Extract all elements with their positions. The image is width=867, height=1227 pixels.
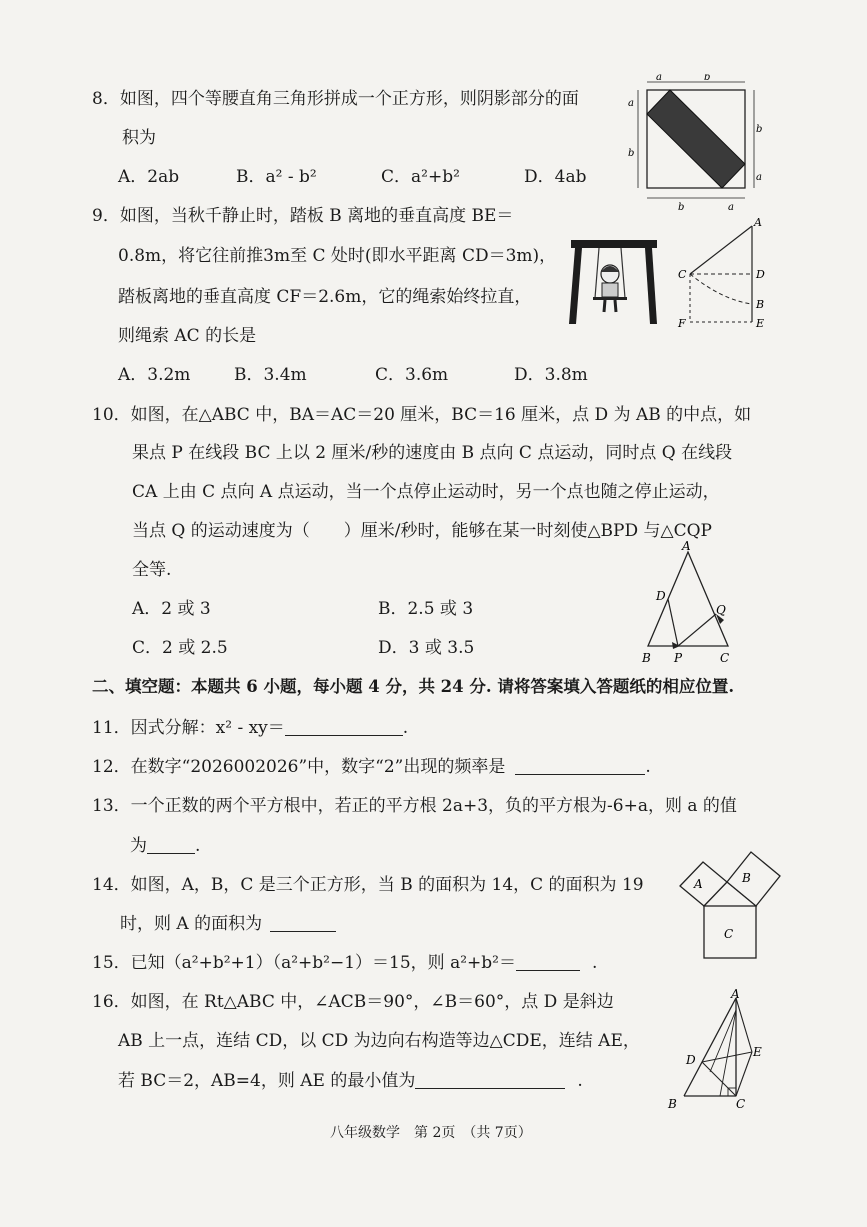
q13-line2: 为 bbox=[130, 836, 147, 856]
q8-line1: 8．如图，四个等腰直角三角形拼成一个正方形，则阴影部分的面 bbox=[92, 89, 579, 109]
q13-line2-wrap bbox=[130, 835, 200, 857]
q9-line1: 9．如图，当秋千静止时，踏板 B 离地的垂直高度 BE＝ bbox=[92, 206, 514, 226]
q10-line1: 10．如图，在△ABC 中，BA＝AC＝20 厘米，BC＝16 厘米，点 D 为 AB 的中点，如 bbox=[92, 405, 752, 425]
q16-line2: AB 上一点，连结 CD，以 CD 为边向右构造等边△CDE，连结 AE， bbox=[118, 1031, 640, 1051]
q8-fig-label-b-right: b bbox=[756, 124, 762, 135]
q9-line3: 踏板离地的垂直高度 CF＝2.6m，它的绳索始终拉直， bbox=[118, 287, 532, 307]
q10-line5: 全等. bbox=[132, 560, 172, 580]
q11-line bbox=[92, 717, 408, 739]
q16-fig-label-c: C bbox=[736, 1097, 746, 1111]
q16-fig-label-e: E bbox=[753, 1045, 762, 1059]
q9-option-c: C．3.6m bbox=[375, 365, 449, 385]
q8-figure bbox=[628, 74, 762, 214]
q16-fig-label-d: D bbox=[686, 1053, 696, 1067]
q15-answer-blank[interactable] bbox=[516, 952, 580, 971]
q9-fig-label-c: C bbox=[678, 268, 687, 281]
q16-line3-wrap bbox=[118, 1070, 583, 1092]
q14-squares-figure bbox=[674, 840, 788, 966]
q14-line2-wrap bbox=[120, 913, 336, 935]
q14-answer-blank[interactable] bbox=[270, 913, 336, 932]
q13-tail: . bbox=[195, 836, 201, 856]
q11-answer-blank[interactable] bbox=[285, 717, 403, 736]
q10-option-b: B．2.5 或 3 bbox=[378, 599, 474, 619]
q16-triangle-figure bbox=[660, 986, 770, 1114]
q13-line1: 13．一个正数的两个平方根中，若正的平方根 2a+3，负的平方根为-6+a，则 a 的值 bbox=[92, 796, 737, 816]
q9-fig-label-a: A bbox=[754, 216, 762, 229]
q9-fig-label-d: D bbox=[756, 268, 765, 281]
q8-fig-label-a-bottom: a bbox=[728, 202, 734, 213]
q16-tail: . bbox=[577, 1071, 583, 1091]
q15-tail: . bbox=[591, 953, 598, 973]
q16-answer-blank[interactable] bbox=[415, 1070, 565, 1089]
q9-geometry-figure bbox=[676, 214, 772, 332]
q11-tail: . bbox=[402, 718, 409, 738]
q12-answer-blank[interactable] bbox=[515, 756, 645, 775]
q9-option-b: B．3.4m bbox=[234, 365, 307, 385]
q8-option-a: A．2ab bbox=[118, 167, 180, 187]
q14-fig-label-c: C bbox=[724, 927, 734, 941]
q12-line bbox=[92, 756, 651, 778]
q14-line1: 14．如图，A，B，C 是三个正方形，当 B 的面积为 14，C 的面积为 19 bbox=[92, 875, 644, 895]
section2-heading: 二、填空题：本题共 6 小题，每小题 4 分，共 24 分. 请将答案填入答题纸的相应位置. bbox=[92, 677, 735, 696]
q10-fig-label-a: A bbox=[682, 539, 691, 553]
q11-text: 11．因式分解：x² - xy＝ bbox=[92, 718, 285, 738]
q16-fig-label-b: B bbox=[668, 1097, 677, 1111]
q8-line2: 积为 bbox=[122, 128, 156, 148]
q16-fig-label-a: A bbox=[731, 987, 740, 1001]
q9-option-d: D．3.8m bbox=[514, 365, 588, 385]
q10-triangle-figure bbox=[636, 538, 758, 668]
q8-fig-label-b-left: b bbox=[628, 148, 635, 159]
q9-line4: 则绳索 AC 的长是 bbox=[118, 326, 257, 346]
q12-text: 12．在数字“2026002026”中，数字“2”出现的频率是 bbox=[92, 757, 506, 777]
q14-fig-label-b: B bbox=[742, 871, 751, 885]
q8-option-c: C．a²+b² bbox=[381, 167, 460, 187]
q9-option-a: A．3.2m bbox=[118, 365, 191, 385]
q10-fig-label-c: C bbox=[720, 651, 730, 665]
q15-line bbox=[92, 952, 597, 974]
q10-fig-label-q: Q bbox=[716, 603, 726, 617]
q9-fig-label-e: E bbox=[756, 317, 765, 330]
q10-option-c: C．2 或 2.5 bbox=[132, 638, 228, 658]
q10-fig-label-b: B bbox=[642, 651, 651, 665]
q8-option-b: B．a² - b² bbox=[236, 167, 317, 187]
q15-text: 15．已知（a²+b²+1）（a²+b²−1）＝15，则 a²+b²＝ bbox=[92, 953, 516, 973]
q16-line3: 若 BC＝2，AB=4，则 AE 的最小值为 bbox=[118, 1071, 416, 1091]
q8-fig-label-a-right: a bbox=[756, 172, 762, 183]
q8-fig-label-b-bottom: b bbox=[678, 202, 685, 213]
q8-fig-label-b-top: b bbox=[704, 74, 711, 83]
q14-line2: 时，则 A 的面积为 bbox=[120, 914, 263, 934]
q8-option-d: D．4ab bbox=[524, 167, 587, 187]
q9-line2: 0.8m，将它往前推3m至 C 处时(即水平距离 CD＝3m)， bbox=[118, 246, 557, 266]
q9-swing-illustration bbox=[565, 236, 661, 328]
q12-tail: . bbox=[645, 757, 651, 777]
q8-fig-label-a-left: a bbox=[628, 98, 634, 109]
q16-line1: 16．如图，在 Rt△ABC 中，∠ACB＝90°，∠B＝60°，点 D 是斜边 bbox=[92, 992, 614, 1012]
q10-option-a: A．2 或 3 bbox=[132, 599, 211, 619]
q13-answer-blank[interactable] bbox=[147, 835, 195, 854]
q9-fig-label-b: B bbox=[756, 298, 765, 311]
q10-line2: 果点 P 在线段 BC 上以 2 厘米/秒的速度由 B 点向 C 点运动，同时点 Q 在线段 bbox=[132, 443, 733, 463]
page-footer: 八年级数学 第 2页 （共 7页） bbox=[330, 1125, 532, 1141]
q10-fig-label-p: P bbox=[674, 651, 683, 665]
q14-fig-label-a: A bbox=[694, 877, 703, 891]
q10-fig-label-d: D bbox=[656, 589, 666, 603]
q10-option-d: D．3 或 3.5 bbox=[378, 638, 475, 658]
q10-line3: CA 上由 C 点向 A 点运动，当一个点停止运动时，另一个点也随之停止运动， bbox=[132, 482, 720, 502]
q10-line4: 当点 Q 的运动速度为（ ）厘米/秒时，能够在某一时刻使△BPD 与△CQP bbox=[132, 521, 712, 541]
q9-fig-label-f: F bbox=[678, 317, 686, 330]
q8-fig-label-a-top: a bbox=[656, 74, 662, 83]
